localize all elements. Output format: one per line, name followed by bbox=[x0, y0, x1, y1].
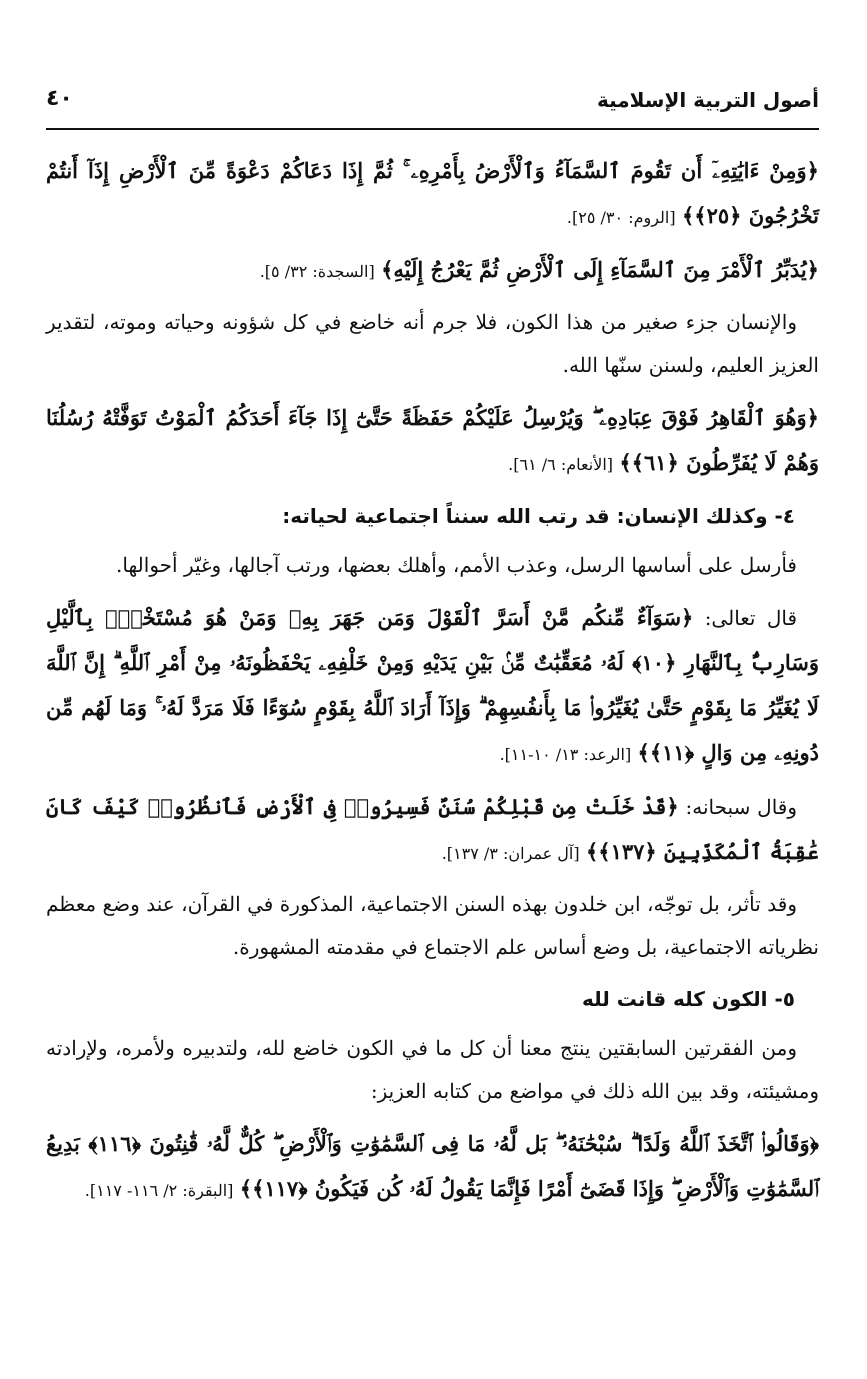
quran-verse: ﴿وَهُوَ ٱلْقَاهِرُ فَوْقَ عِبَادِهِۦ ۖ وَيُرْسِلُ عَلَيْكُمْ حَفَظَةً حَتَّىٰٓ إِذَا جَآءَ أَحَدَكُمُ ٱلْمَوْتُ تَوَفَّتْهُ رُسُلُنَا وَهُمْ لَا يُفَرِّطُونَ ﴿٦١﴾﴾ bbox=[46, 405, 819, 475]
verse-reference: [الأنعام: ٦/ ٦١]. bbox=[508, 455, 614, 474]
verse-paragraph-4 bbox=[46, 595, 819, 776]
page-header bbox=[46, 78, 819, 130]
running-title: أصول التربية الإسلامية bbox=[596, 88, 819, 112]
verse-paragraph-2 bbox=[46, 247, 819, 293]
paragraph-intro: قال تعالى: bbox=[704, 606, 797, 630]
verse-paragraph-1 bbox=[46, 148, 819, 239]
verse-reference: [الرعد: ١٣/ ١٠-١١]. bbox=[499, 745, 632, 764]
quran-verse: ﴿وَقَالُوا۟ ٱتَّخَذَ ٱللَّهُ وَلَدًا ۗ سُبْحَٰنَهُۥ ۖ بَل لَّهُۥ مَا فِى ٱلسَّمَٰوَٰتِ وَٱلْأَرْضِ ۖ كُلٌّ لَّهُۥ قَٰنِتُونَ ﴿١١٦﴾ بَدِيعُ ٱلسَّمَٰوَٰتِ وَٱلْأَرْضِ ۖ وَإِذَا قَضَىٰٓ أَمْرًا فَإِنَّمَا يَقُولُ لَهُۥ كُن فَيَكُونُ ﴿١١٧﴾﴾ bbox=[46, 1131, 819, 1201]
verse-reference: [السجدة: ٣٢/ ٥]. bbox=[259, 262, 375, 281]
page-body bbox=[46, 148, 819, 1220]
verse-paragraph-5 bbox=[46, 784, 819, 875]
verse-paragraph-6 bbox=[46, 1121, 819, 1212]
verse-reference: [البقرة: ٢/ ١١٦- ١١٧]. bbox=[84, 1181, 234, 1200]
verse-paragraph-3 bbox=[46, 395, 819, 486]
verse-reference: [آل عمران: ٣/ ١٣٧]. bbox=[441, 844, 580, 863]
quran-verse: ﴿سَوَآءٌ مِّنكُم مَّنْ أَسَرَّ ٱلْقَوْلَ وَمَن جَهَرَ بِهِۦ وَمَنْ هُوَ مُسْتَخْفٍۭ بِٱلَّيْلِ وَسَارِبٌۢ بِٱلنَّهَارِ ﴿١٠﴾ لَهُۥ مُعَقِّبَٰتٌ مِّنۢ بَيْنِ يَدَيْهِ وَمِنْ خَلْفِهِۦ يَحْفَظُونَهُۥ مِنْ أَمْرِ ٱللَّهِ ۗ إِنَّ ٱللَّهَ لَا يُغَيِّرُ مَا بِقَوْمٍ حَتَّىٰ يُغَيِّرُوا۟ مَا بِأَنفُسِهِمْ ۗ وَإِذَآ أَرَادَ ٱللَّهُ بِقَوْمٍ سُوٓءًا فَلَا مَرَدَّ لَهُۥ ۚ وَمَا لَهُم مِّن دُونِهِۦ مِن وَالٍ ﴿١١﴾﴾ bbox=[46, 605, 819, 765]
section-heading-4: ٤- وكذلك الإنسان: قد رتب الله سنناً اجتماعية لحياته: bbox=[282, 504, 795, 528]
page-number: ٤٠ bbox=[46, 86, 73, 111]
section-heading-5: ٥- الكون كله قانت لله bbox=[582, 987, 795, 1011]
body-paragraph: وقد تأثر، بل توجّه، ابن خلدون بهذه السنن الاجتماعية، المذكورة في القرآن، عند وضع معظم نظرياته الاجتماعية، بل وضع أساس علم الاجتماع في مقدمته المشهورة. bbox=[46, 892, 819, 959]
body-paragraph: فأرسل على أساسها الرسل، وعذب الأمم، وأهلك بعضها، ورتب آجالها، وغيّر أحوالها. bbox=[116, 553, 797, 577]
quran-verse: ﴿يُدَبِّرُ ٱلْأَمْرَ مِنَ ٱلسَّمَآءِ إِلَى ٱلْأَرْضِ ثُمَّ يَعْرُجُ إِلَيْهِ﴾ bbox=[381, 257, 819, 282]
body-paragraph: ومن الفقرتين السابقتين ينتج معنا أن كل ما في الكون خاضع لله، ولتدبيره ولأمره، ولإرادته ومشيئته، وقد بين الله ذلك في مواضع من كتابه العزيز: bbox=[46, 1036, 819, 1103]
verse-reference: [الروم: ٣٠/ ٢٥]. bbox=[566, 208, 676, 227]
paragraph-intro: وقال سبحانه: bbox=[685, 795, 798, 819]
body-paragraph: والإنسان جزء صغير من هذا الكون، فلا جرم أنه خاضع في كل شؤونه وحياته وموته، لتقدير العزيز العليم، ولسنن سنّها الله. bbox=[46, 310, 819, 377]
quran-verse: ﴿قَدْ خَلَتْ مِن قَبْلِكُمْ سُنَنٌ فَسِيرُوا۟ فِى ٱلْأَرْضِ فَٱنظُرُوا۟ كَيْفَ كَانَ عَٰقِبَةُ ٱلْمُكَذِّبِينَ ﴿١٣٧﴾﴾ bbox=[46, 794, 819, 864]
quran-verse: ﴿وَمِنْ ءَايَٰتِهِۦٓ أَن تَقُومَ ٱلسَّمَآءُ وَٱلْأَرْضُ بِأَمْرِهِۦ ۚ ثُمَّ إِذَا دَعَاكُمْ دَعْوَةً مِّنَ ٱلْأَرْضِ إِذَآ أَنتُمْ تَخْرُجُونَ ﴿٢٥﴾﴾ bbox=[46, 158, 819, 228]
